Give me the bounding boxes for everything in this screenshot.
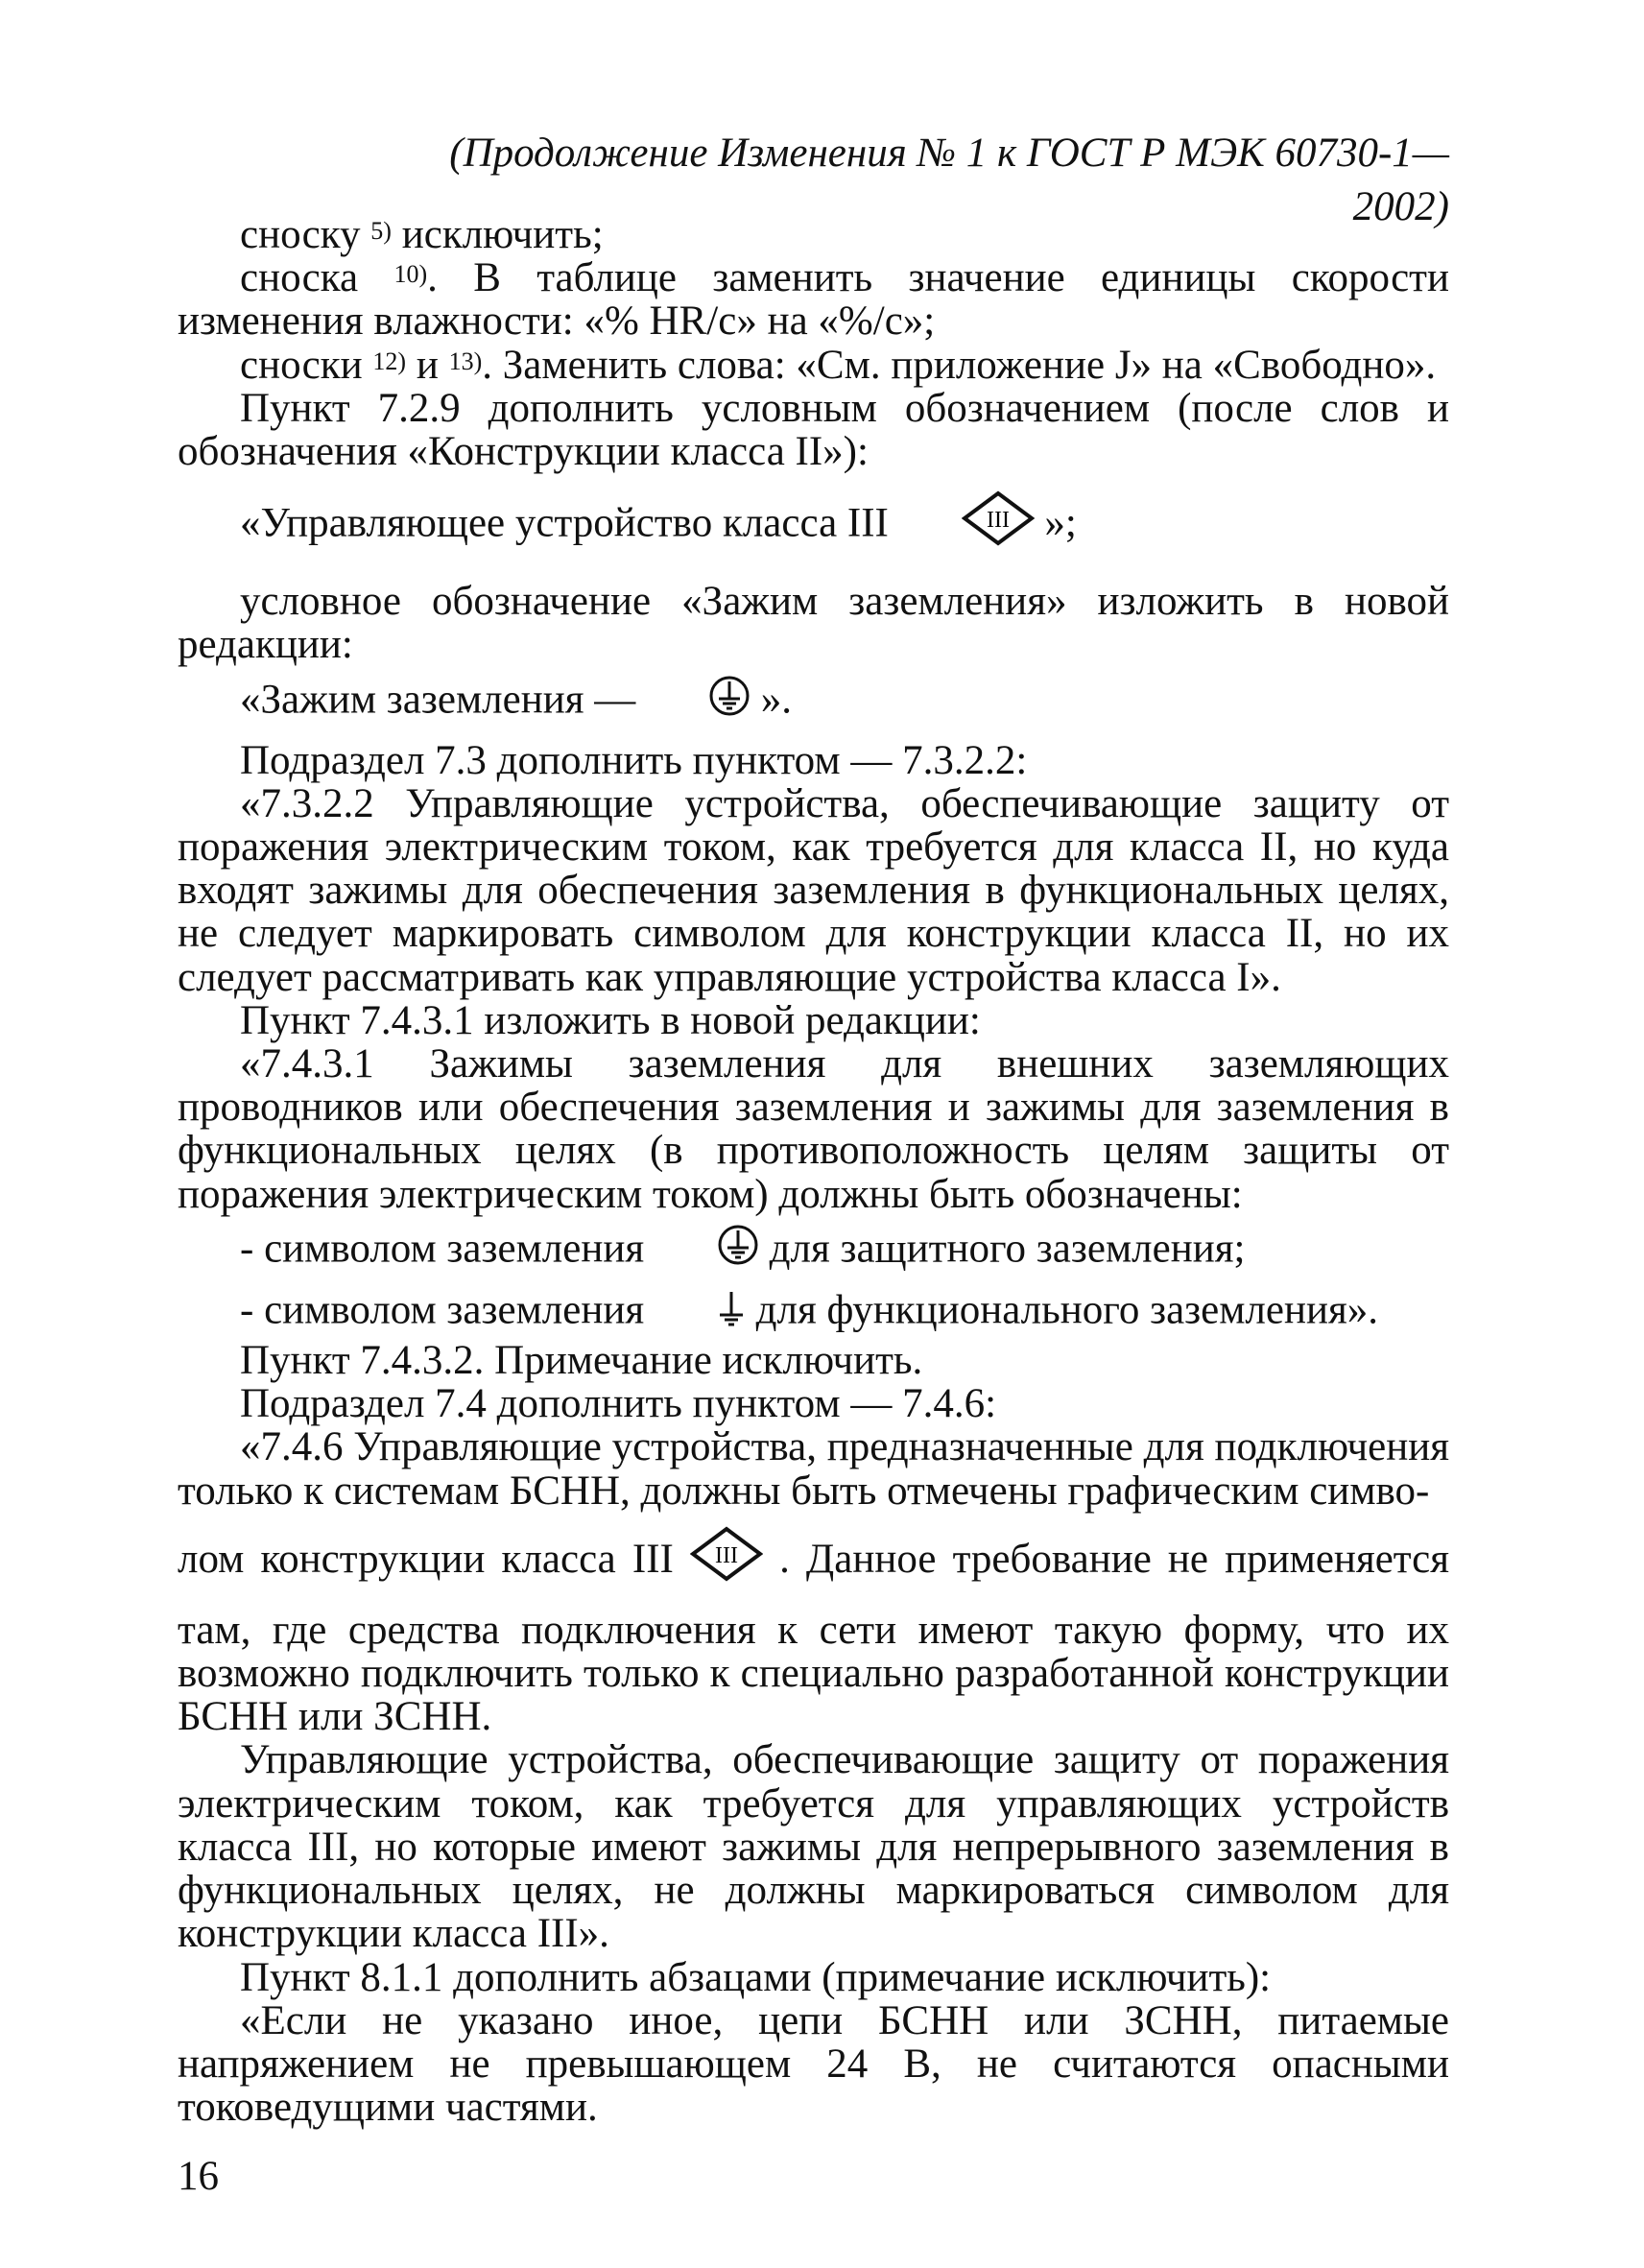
class-3-label: III xyxy=(714,1542,738,1568)
functional-earth-icon xyxy=(655,1288,746,1339)
footnote-ref: 10) xyxy=(393,260,428,289)
text-fragment: - символом заземления xyxy=(240,1226,655,1272)
text-fragment: ». xyxy=(751,677,793,722)
class-3-diamond-icon xyxy=(899,490,1035,562)
paragraph-7-4-6-continued: там, где средства подключения к сети имеют такую форму, что их возможно подключить только к специально разработанной конструкции БСНН или ЗСНН. xyxy=(178,1607,1449,1740)
paragraph-7-4-6-symbol-line xyxy=(178,1526,1449,1599)
paragraph-7-4-3-2: Пункт 7.4.3.2. Примечание исключить. xyxy=(240,1338,923,1384)
text-fragment: и xyxy=(406,342,449,388)
text-fragment: »; xyxy=(1034,500,1077,546)
protective-earth-icon xyxy=(646,673,751,733)
document-body xyxy=(178,213,1449,2129)
list-item-protective-earth xyxy=(178,1222,1449,1282)
text-fragment: сноску xyxy=(240,212,371,257)
paragraph-earthing-terminal-intro: условное обозначение «Зажим заземления» изложить в новой редакции: xyxy=(178,579,1449,668)
paragraph-8-1-1-intro: Пункт 8.1.1 дополнить абзацами (примечание исключить): xyxy=(240,1954,1272,2000)
paragraph-7-4-3-1: «7.4.3.1 Зажимы заземления для внешних заземляющих проводников или обеспечения заземления и зажимы для заземления в функциональных целях (в противоположность целям защиты от поражения электрическим током) должны быть обозначены: xyxy=(178,1041,1449,1217)
protective-earth-icon xyxy=(655,1222,759,1282)
paragraph-footnote-5 xyxy=(178,213,1449,256)
text-fragment: сноски xyxy=(240,342,373,388)
footnote-ref: 12) xyxy=(372,346,407,375)
text-fragment: - символом заземления xyxy=(240,1287,655,1333)
class-3-diamond-icon xyxy=(690,1526,763,1599)
paragraph-7-4-intro: Подраздел 7.4 дополнить пунктом — 7.4.6: xyxy=(240,1381,997,1427)
footnote-ref: 13) xyxy=(448,346,483,375)
paragraph-7-4-6: «7.4.6 Управляющие устройства, предназначенные для подключения только к системам БСНН, должны быть отмечены графическим симво- xyxy=(178,1424,1449,1514)
text-fragment: сноска xyxy=(240,255,394,301)
text-fragment: для защитного заземления; xyxy=(758,1226,1246,1272)
text-fragment: для функционального заземления». xyxy=(745,1287,1379,1333)
paragraph-7-3-intro: Подраздел 7.3 дополнить пунктом — 7.3.2.2: xyxy=(240,737,1028,783)
text-fragment: исключить; xyxy=(391,212,604,257)
paragraph-earthing-terminal xyxy=(178,673,1449,733)
footnote-ref: 5) xyxy=(370,217,392,245)
text-fragment: . Заменить слова: «См. приложение J» на «Свободно». xyxy=(482,342,1437,388)
paragraph-7-4-3-1-intro: Пункт 7.4.3.1 изложить в новой редакции: xyxy=(240,997,981,1043)
paragraph-class3-earthing: Управляющие устройства, обеспечивающие защиту от поражения электрическим током, как требуется для управляющих устройств класса III, но которые имеют зажимы для непрерывного заземления в функциональных целях, не должны маркироваться символом для конструкции класса III». xyxy=(178,1737,1449,1957)
text-fragment: . Данное требование не применяется xyxy=(762,1536,1449,1582)
paragraph-footnotes-12-13 xyxy=(178,344,1449,387)
list-item-functional-earth xyxy=(178,1288,1449,1339)
text-fragment: «Управляющее устройство класса III xyxy=(240,500,899,546)
text-fragment: лом конструкции класса III xyxy=(178,1536,690,1582)
running-header: (Продолжение Изменения № 1 к ГОСТ Р МЭК 60730-1—2002) xyxy=(449,131,1449,229)
page-number: 16 xyxy=(178,2154,219,2199)
text-fragment: . В таблице заменить значение единицы скорости изменения влажности: «% HR/с» на «%/с»; xyxy=(178,255,1449,345)
class-3-label: III xyxy=(986,508,1010,534)
paragraph-class3-device xyxy=(178,490,1449,562)
paragraph-footnote-10 xyxy=(178,256,1449,343)
paragraph-8-1-1: «Если не указано иное, цепи БСНН или ЗСНН, питаемые напряжением не превышающем 24 В, не считаются опасными токоведущими частями. xyxy=(178,1997,1449,2131)
paragraph-7-3-2-2: «7.3.2.2 Управляющие устройства, обеспечивающие защиту от поражения электрическим током, как требуется для класса II, но куда входят зажимы для обеспечения заземления в функциональных целях, не следует маркировать символом для конструкции класса II, но их следует рассматривать как управляющие устройства класса I». xyxy=(178,780,1449,1000)
paragraph-7-2-9: Пункт 7.2.9 дополнить условным обозначением (после слов и обозначения «Конструкции класса II»): xyxy=(178,385,1449,475)
text-fragment: «Зажим заземления — xyxy=(240,677,647,722)
